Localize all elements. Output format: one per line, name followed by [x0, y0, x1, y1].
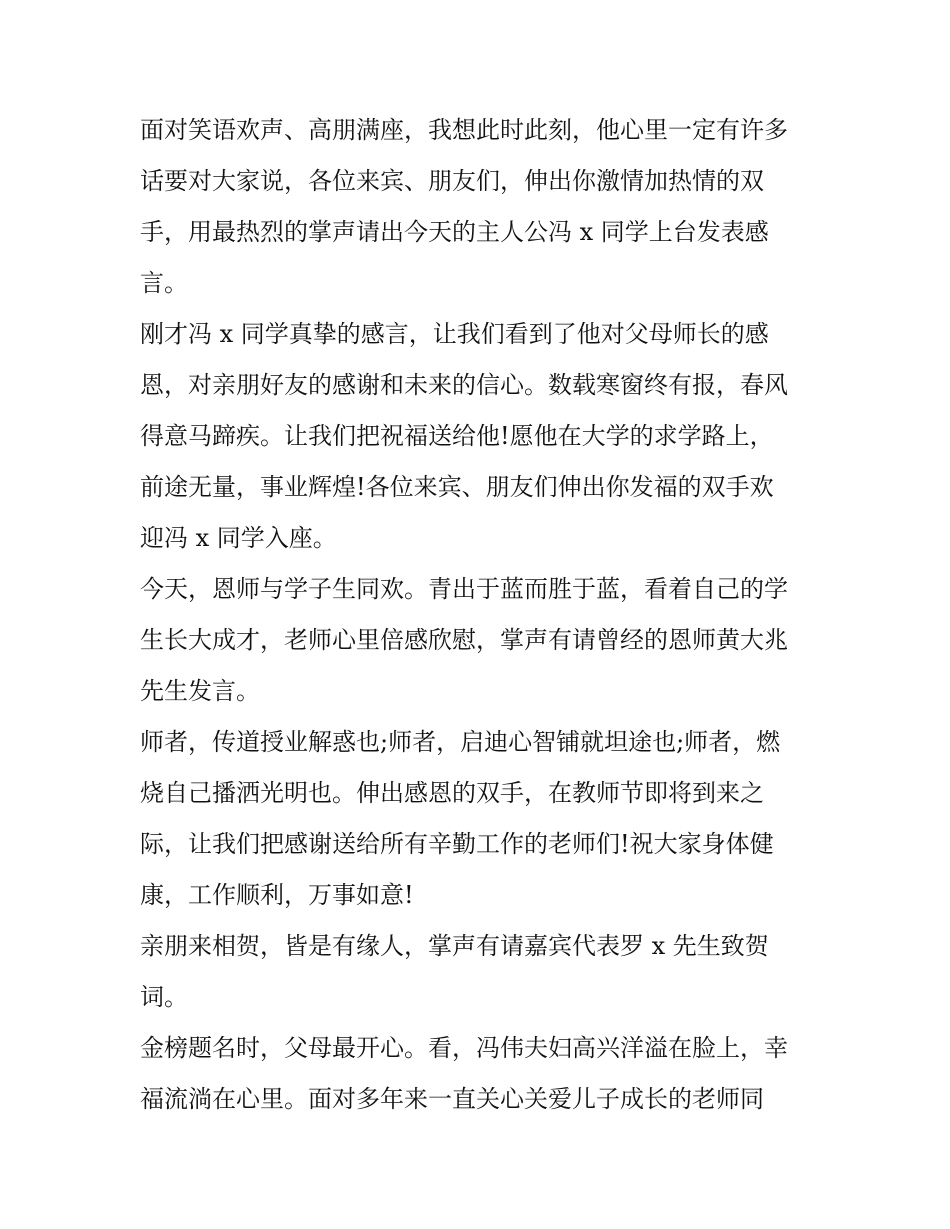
text-line: 康，工作顺利，万事如意!	[140, 881, 414, 909]
text-line: 师者，传道授业解惑也;师者，启迪心智铺就坦途也;师者，燃	[140, 728, 781, 756]
paragraph-1	[140, 105, 820, 309]
text-line: 面对笑语欢声、高朋满座，我想此时此刻，他心里一定有许多	[140, 116, 788, 144]
paragraph-4	[140, 717, 820, 921]
text-line: 际，让我们把感谢送给所有辛勤工作的老师们!祝大家身体健	[140, 830, 774, 858]
text-line: 迎冯 x 同学入座。	[140, 524, 337, 552]
document-body	[140, 105, 820, 1125]
text-line: 先生发言。	[140, 677, 260, 705]
paragraph-2	[140, 309, 820, 564]
text-line: 福流淌在心里。面对多年来一直关心关爱儿子成长的老师同	[140, 1085, 764, 1113]
paragraph-5	[140, 921, 820, 1023]
text-line: 手，用最热烈的掌声请出今天的主人公冯 x 同学上台发表感	[140, 218, 769, 246]
text-line: 亲朋来相贺，皆是有缘人，掌声有请嘉宾代表罗 x 先生致贺	[140, 932, 769, 960]
paragraph-3	[140, 564, 820, 717]
text-line: 今天，恩师与学子生同欢。青出于蓝而胜于蓝，看着自己的学	[140, 575, 788, 603]
text-line: 刚才冯 x 同学真挚的感言，让我们看到了他对父母师长的感	[140, 320, 769, 348]
text-line: 金榜题名时，父母最开心。看，冯伟夫妇高兴洋溢在脸上，幸	[140, 1034, 788, 1062]
text-line: 烧自己播洒光明也。伸出感恩的双手，在教师节即将到来之	[140, 779, 764, 807]
text-line: 话要对大家说，各位来宾、朋友们，伸出你激情加热情的双	[140, 167, 764, 195]
text-line: 前途无量，事业辉煌!各位来宾、朋友们伸出你发福的双手欢	[140, 473, 774, 501]
text-line: 得意马蹄疾。让我们把祝福送给他!愿他在大学的求学路上，	[140, 422, 774, 450]
text-line: 恩，对亲朋好友的感谢和未来的信心。数载寒窗终有报，春风	[140, 371, 788, 399]
text-line: 词。	[140, 983, 188, 1011]
text-line: 言。	[140, 269, 188, 297]
text-line: 生长大成才，老师心里倍感欣慰，掌声有请曾经的恩师黄大兆	[140, 626, 788, 654]
paragraph-6	[140, 1023, 820, 1125]
